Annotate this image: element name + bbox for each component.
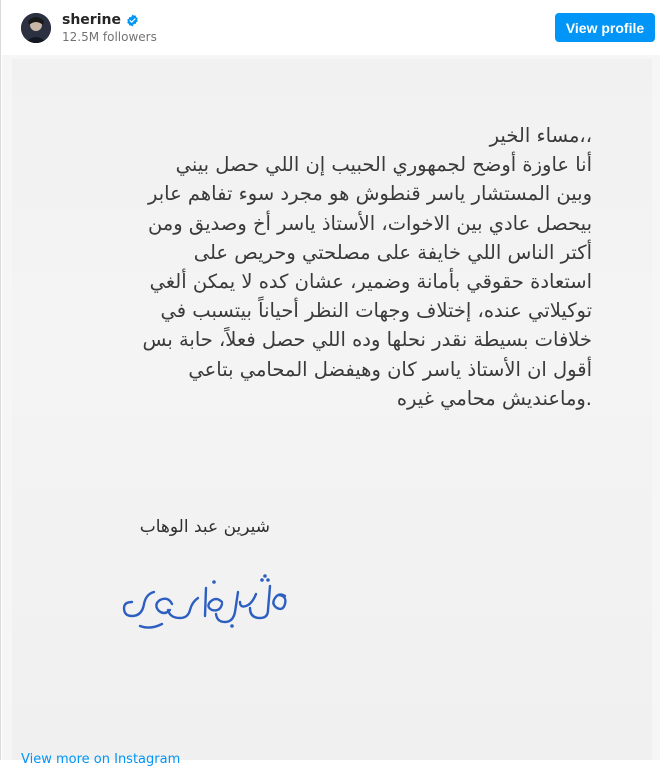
letter-line: .وماعنديش محامي غيره	[396, 386, 592, 410]
view-more-link[interactable]: View more on Instagram	[21, 752, 181, 767]
letter-paper	[12, 59, 652, 760]
letter-line: استعادة حقوقي بأمانة وضمير، عشان كده لا يمكن ألغي	[149, 270, 592, 294]
letter-line: أكتر الناس اللي خايفة على مصلحتي وحريص على	[193, 240, 592, 264]
avatar-image	[21, 13, 51, 43]
letter-line: بيحصل عادي بين الاخوات، الأستاذ ياسر أخ وصديق ومن	[147, 211, 592, 235]
letter-text	[72, 121, 592, 413]
username[interactable]	[62, 12, 139, 28]
letter-line: أقول ان الأستاذ ياسر كان وهيفضل المحامي بتاعي	[188, 357, 592, 381]
signature-name: شيرين عبد الوهاب	[139, 517, 270, 537]
post-header	[1, 0, 661, 55]
letter-line: ،،مساء الخير	[489, 124, 592, 147]
avatar[interactable]	[21, 13, 51, 43]
letter-line: أنا عاوزة أوضح لجمهوري الحبيب إن اللي حصل بيني	[175, 153, 592, 177]
letter-line: توكيلاتي عنده، إختلاف وجهات النظر أحياناً بيتسبب في	[160, 299, 592, 323]
letter-line: وبين المستشار ياسر قنطوش هو مجرد سوء تفاهم عابر	[147, 182, 592, 206]
follower-count: 12.5M followers	[62, 30, 157, 44]
handwritten-signature	[120, 574, 300, 634]
username-text[interactable]: sherine	[62, 12, 121, 28]
verified-badge-icon	[126, 14, 139, 27]
view-profile-button[interactable]: View profile	[555, 13, 655, 42]
letter-line: خلافات بسيطة نقدر نحلها وده اللي حصل فعلاً، حابة بس	[142, 328, 592, 352]
post-image[interactable]	[2, 55, 660, 760]
